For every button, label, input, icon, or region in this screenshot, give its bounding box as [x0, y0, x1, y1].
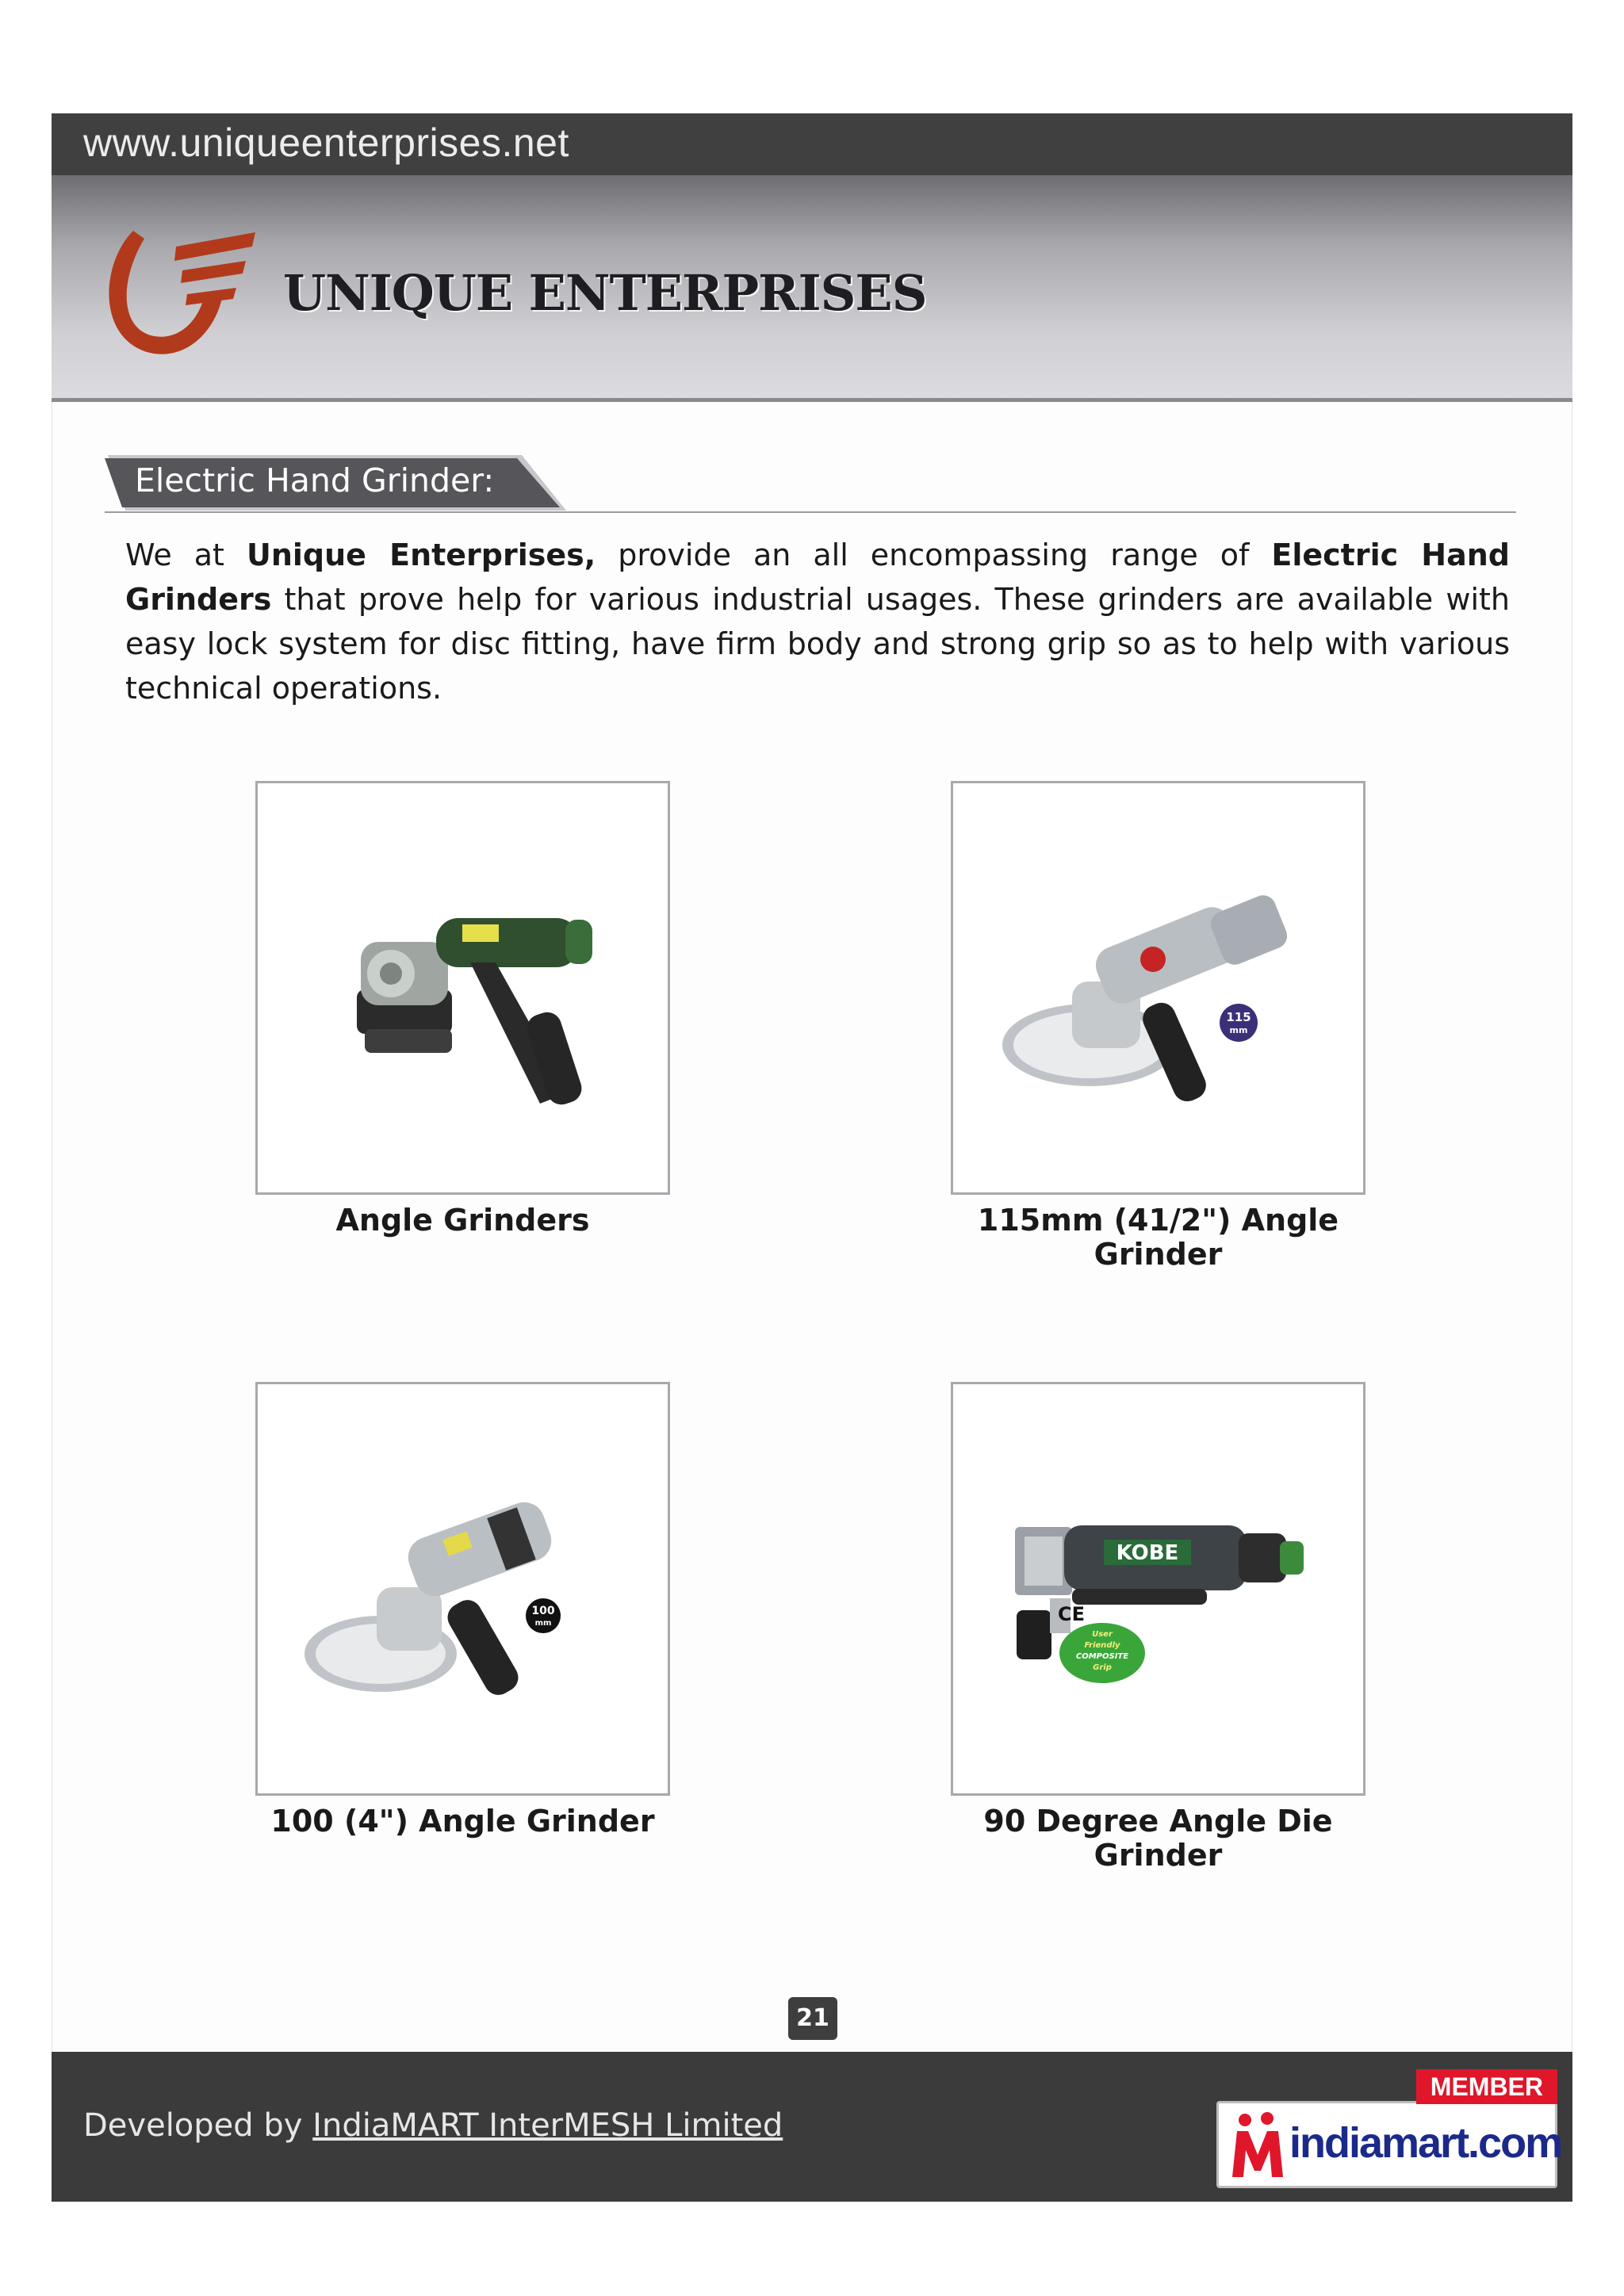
grip-label-line: Grip [1093, 1663, 1112, 1672]
page-number: 21 [788, 1997, 837, 2040]
indiamart-m-icon [1226, 2107, 1289, 2183]
product-range-name: Electric Hand Grinders [125, 538, 1511, 617]
unique-enterprises-logo-icon [87, 215, 262, 365]
angle-grinder-115mm-image [953, 783, 1363, 1192]
site-url[interactable]: www.uniqueenterprises.net [83, 121, 569, 165]
indiamart-logo-text: indiamart.com [1289, 2119, 1562, 2167]
section-heading [105, 455, 566, 511]
size-badge-unit: mm [1229, 1025, 1248, 1035]
indiamart-member-badge[interactable] [1216, 2069, 1562, 2188]
angle-grinder-image [258, 783, 668, 1192]
angle-grinder-100mm-image [258, 1384, 668, 1793]
brand-name: UNIQUE ENTERPRISES [283, 264, 927, 322]
product-caption: 100 (4") Angle Grinder [270, 1804, 655, 1839]
brand-header [52, 175, 1572, 402]
member-label: MEMBER [1416, 2069, 1557, 2104]
developer-link[interactable]: IndiaMART InterMESH Limited [312, 2107, 783, 2144]
product-card-90-degree-die-grinder[interactable] [951, 1382, 1365, 1796]
brand-label: KOBE [1116, 1541, 1179, 1565]
product-card-angle-grinders[interactable] [255, 781, 670, 1195]
footer [52, 2052, 1572, 2202]
ce-mark: CE [1058, 1603, 1086, 1625]
product-card-115mm-angle-grinder[interactable] [951, 781, 1365, 1195]
product-card-100mm-angle-grinder[interactable] [255, 1382, 670, 1796]
developed-by-text: Developed by IndiaMART InterMESH Limited [83, 2107, 783, 2144]
grip-label-line: User [1092, 1630, 1113, 1639]
grip-label-line: Friendly [1084, 1641, 1120, 1650]
size-badge-number: 115 [1226, 1010, 1251, 1024]
grip-label-line: COMPOSITE [1075, 1652, 1129, 1661]
section-title: Electric Hand Grinder: [135, 461, 495, 499]
top-url-bar [52, 113, 1572, 175]
intro-paragraph: We at Unique Enterprises, provide an all encompassing range of Electric Hand Grinders that prove help for various industrial usages. These grinders are available with easy lock system for disc fitting, have firm body and strong grip so as to help with various technical operations. [125, 538, 1511, 706]
die-grinder-image [953, 1384, 1363, 1793]
size-badge-number: 100 [531, 1605, 555, 1617]
product-caption: Angle Grinders [335, 1203, 590, 1238]
company-name: Unique Enterprises, [246, 538, 596, 572]
size-badge-unit: mm [534, 1619, 552, 1628]
section-divider [105, 511, 1516, 513]
product-caption: 115mm (41/2") Angle Grinder [977, 1203, 1339, 1272]
product-caption: 90 Degree Angle Die Grinder [983, 1804, 1333, 1873]
